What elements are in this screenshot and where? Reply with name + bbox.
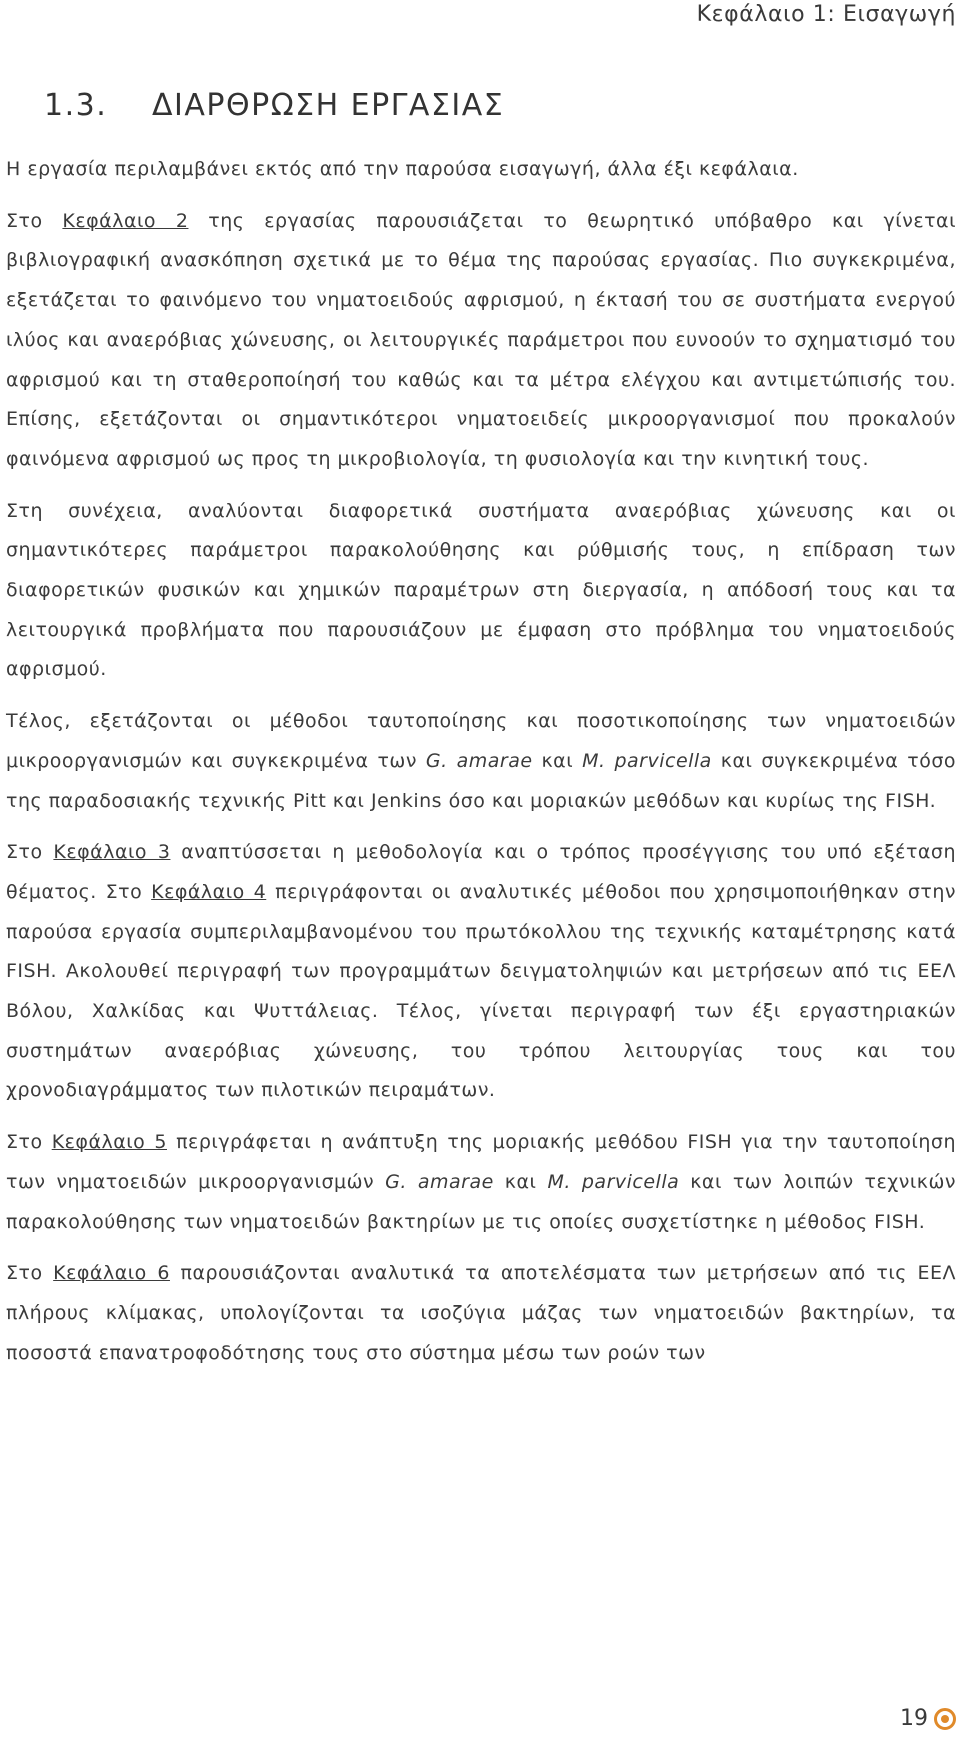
species-name: G. amarae [385,1170,494,1193]
text-run: Στο [6,1262,54,1285]
section-number: 1.3. [44,88,108,123]
text-run: αναπτύσσεται η μεθοδολογία και ο τρόπος προσέγγισης του υπό εξέταση θέματος. Στο [6,841,956,903]
text-run: παρουσιάζονται αναλυτικά τα αποτελέσματα των μετρήσεων από τις ΕΕΛ πλήρους κλίμακας, υπολογίζονται τα ισοζύγια μάζας των νηματοειδών βακτηρίων, τα ποσοστά επανατροφοδότησης τους στο σύστημα μέσω των ροών των [6,1262,957,1364]
paragraph-chapters-3-4 [6,833,956,1111]
text-run: Τέλος, εξετάζονται οι μέθοδοι ταυτοποίησης και ποσοτικοποίησης των νηματοειδών μικροοργανισμών και συγκεκριμένα των [6,710,956,772]
text-run: περιγράφονται οι αναλυτικές μέθοδοι που χρησιμοποιήθηκαν στην παρούσα εργασία συμπεριλαμβανομένου του πρωτόκολλου της τεχνικής καταμέτρησης κατά FISH. Ακολουθεί περιγραφή των προγραμμάτων δειγματοληψιών και μετρήσεων από τις ΕΕΛ Βόλου, Χαλκίδας και Ψυττάλειας. Τέλος, γίνεται περιγραφή των έξι εργαστηριακών συστημάτων αναερόβιας χώνευσης, του τρόπου λειτουργίας τους και του χρονοδιαγράμματος των πιλοτικών πειραμάτων. [6,880,956,1102]
chapter-6-ref: Κεφάλαιο 6 [53,1262,170,1285]
circle-target-icon [934,1708,956,1730]
paragraph-methods [6,702,956,821]
text-run: Στο [6,841,54,864]
section-heading [44,88,504,123]
section-title: ΔΙΑΡΘΡΩΣΗ ΕΡΓΑΣΙΑΣ [152,88,505,123]
page-footer [900,1706,956,1731]
running-header: Κεφάλαιο 1: Εισαγωγή [696,2,956,27]
species-name: M. parvicella [582,749,712,772]
paragraph-chapter-5 [6,1123,956,1242]
text-run: περιγράφεται η ανάπτυξη της μοριακής μεθόδου FISH για την ταυτοποίηση των νηματοειδών μικροοργανισμών [6,1131,956,1193]
text-run: και [532,749,583,772]
species-name: M. parvicella [547,1170,680,1193]
chapter-3-ref: Κεφάλαιο 3 [53,841,171,864]
text-run: και των λοιπών τεχνικών παρακολούθησης των νηματοειδών βακτηρίων με τις οποίες συσχετίστηκε η μέθοδος FISH. [6,1170,956,1233]
text-run: Στο [6,209,63,232]
page-number: 19 [900,1706,928,1731]
chapter-4-ref: Κεφάλαιο 4 [151,880,267,903]
paragraph-digestion: Στη συνέχεια, αναλύονται διαφορετικά συστήματα αναερόβιας χώνευσης και οι σημαντικότερες παράμετροι παρακολούθησης και ρύθμισής τους, η επίδραση των διαφορετικών φυσικών και χημικών παραμέτρων στη διεργασία, η απόδοσή τους και τα λειτουργικά προβλήματα που παρουσιάζουν με έμφαση στο πρόβλημα του νηματοειδούς αφρισμού. [6,499,956,681]
text-run: της εργασίας παρουσιάζεται το θεωρητικό υπόβαθρο και γίνεται βιβλιογραφική ανασκόπηση σχετικά με το θέμα της παρούσας εργασίας. Πιο συγκεκριμένα, εξετάζεται το φαινόμενο του νηματοειδούς αφρισμού, η έκτασή του σε συστήματα ενεργού ιλύος και αναερόβιας χώνευσης, οι λειτουργικές παράμετροι που ευνοούν το σχηματισμό του αφρισμού και τη σταθεροποίησή του καθώς και τα μέτρα ελέγχου και αντιμετώπισής του. Επίσης, εξετάζονται οι σημαντικότεροι νηματοειδείς μικροοργανισμοί που προκαλούν φαινόμενα αφρισμού ως προς τη μικροβιολογία, τη φυσιολογία και την κινητική τους. [6,209,957,470]
paragraph-chapter-6 [6,1254,956,1373]
species-name: G. amarae [425,749,533,772]
body-text [6,150,956,1373]
paragraph-chapter-2 [6,202,956,480]
paragraph-intro: Η εργασία περιλαμβάνει εκτός από την παρούσα εισαγωγή, άλλα έξι κεφάλαια. [6,158,799,180]
chapter-2-ref: Κεφάλαιο 2 [62,209,189,232]
chapter-5-ref: Κεφάλαιο 5 [51,1131,167,1154]
text-run: και [493,1170,548,1193]
text-run: και συγκεκριμένα τόσο της παραδοσιακής τεχνικής Pitt και Jenkins όσο και μοριακών μεθόδων και κυρίως της FISH. [6,749,956,812]
text-run: Στο [6,1131,52,1154]
